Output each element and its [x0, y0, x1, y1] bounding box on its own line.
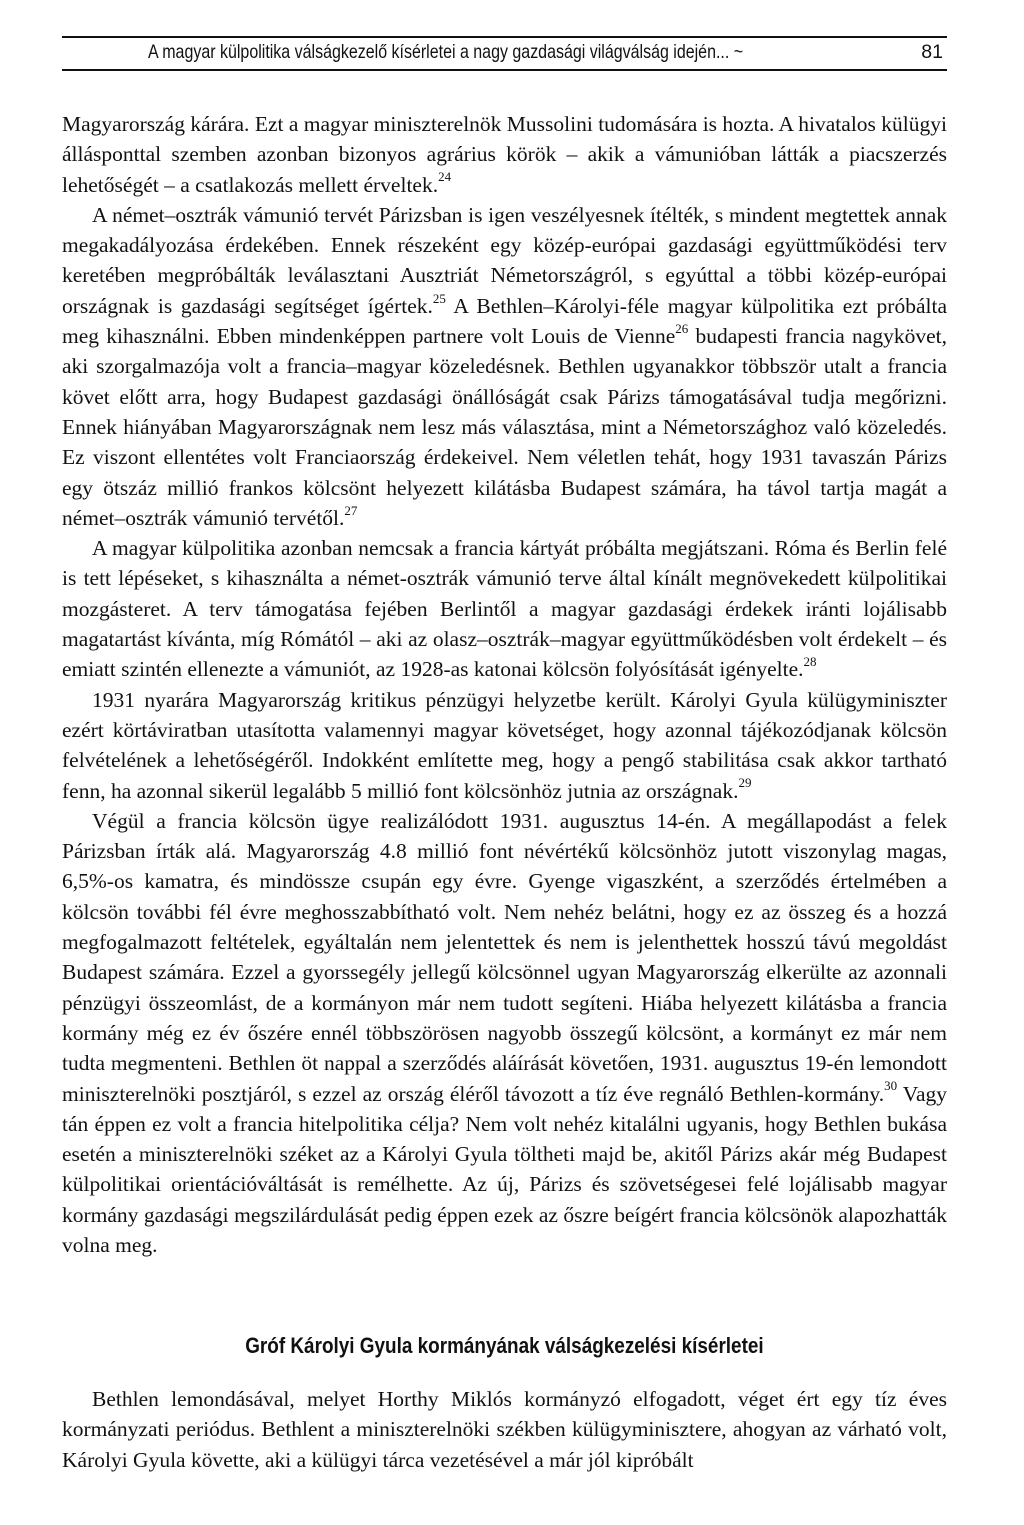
paragraph — [62, 109, 947, 200]
paragraph — [62, 533, 947, 684]
text-run: 1931 nyarára Magyarország kritikus pénzügyi helyzetbe került. Károlyi Gyula külügyminiszter ezért körtáviratban utasította valamennyi magyar követséget, hogy azonnal tájékozódjanak kölcsön felvételének a lehetőségéről. Indokként említette meg, hogy a pengő stabilitása csak akkor tartható fenn, ha azonnal sikerül legalább 5 millió font kölcsönhöz jutnia az országnak. — [62, 687, 947, 803]
text-run: Bethlen lemondásával, melyet Horthy Miklós kormányzó elfogadott, véget ért egy tíz éves kormányzati periódus. Bethlent a miniszterelnöki székben külügyminisztere, ahogyan az várható volt, Károlyi Gyula követte, aki a külügyi tárca vezetésével a már jól kipróbált — [62, 1387, 947, 1472]
paragraph — [62, 806, 947, 1260]
main-text — [62, 109, 947, 1260]
footnote-marker: 27 — [344, 502, 358, 518]
running-title: A magyar külpolitika válságkezelő kísérletei a nagy gazdasági világválság idején... ~ — [148, 41, 744, 63]
text-run: Végül a francia kölcsön ügye realizálódott 1931. augusztus 14-én. A megállapodást a felek Párizsban írták alá. Magyarország 4.8 millió font névértékű kölcsönhöz jutott viszonylag magas, 6,5%-os kamatra, és mindössze csupán egy évre. Gyenge vigaszként, a szerződés értelmében a kölcsön további fél évre meghosszabbítható volt. Nem nehéz belátni, hogy ez az összeg és a hozzá megfogalmazott feltételek, egyáltalán nem jelentettek és nem is jelenthettek hosszú távú megoldást Budapest számára. Ezzel a gyorssegély jellegű kölcsönnel ugyan Magyarország elkerülte az azonnali pénzügyi összeomlást, de a kormányon már nem tudott segíteni. Hiába helyezett kilátásba a francia kormány még ez év őszére ennél többszörösen nagyobb összegű kölcsönt, a kormányt ez már nem tudta megmenteni. Bethlen öt nappal a szerződés aláírását követően, 1931. augusztus 19-én lemondott miniszterelnöki posztjáról, s ezzel az ország éléről távozott a tíz éve regnáló Bethlen-kormány. — [62, 808, 947, 1106]
paragraph — [62, 685, 947, 806]
paragraph — [62, 200, 947, 533]
section-text — [62, 1384, 947, 1475]
text-run: A magyar külpolitika azonban nemcsak a francia kártyát próbálta megjátszani. Róma és Berlin felé is tett lépéseket, s kihasználta a német-osztrák vámunió terve által kínált megnövekedett külpolitikai mozgásteret. A terv támogatása fejében Berlintől a magyar gazdasági érdekek iránti lojálisabb magatartást kívánta, míg Rómától – aki az olasz–osztrák–magyar együttműködésben volt érdekelt – és emiatt szintén ellenezte a vámuniót, az 1928-as katonai kölcsön folyósítását igényelte. — [62, 536, 947, 682]
section-heading — [62, 1333, 947, 1359]
text-run: A német–osztrák vámunió tervét Párizsban is igen veszélyesnek ítélték, s mindent megtettek annak megakadályozása érdekében. Ennek részeként egy közép-európai gazdasági együttműködési terv keretében megpróbálták leválasztani Ausztriát Németországról, s egyúttal a többi közép-európai országnak is gazdasági segítséget ígértek. — [62, 202, 947, 318]
text-run: budapesti francia nagykövet, aki szorgalmazója volt a francia–magyar közeledésnek. Bethlen ugyanakkor többször utalt a francia követ előtt arra, hogy Budapest gazdasági önállóságát csak Párizs támogatásával tudja megőrizni. Ennek hiányában Magyarországnak nem lesz más választása, mint a Németországhoz való közeledés. Ez viszont ellentétes volt Franciaország érdekeivel. Nem véletlen tehát, hogy 1931 tavaszán Párizs egy ötszáz millió frankos kölcsönt helyezett kilátásba Budapest számára, ha távol tartja magát a német–osztrák vámunió tervétől. — [62, 324, 947, 530]
text-run: Vagy tán éppen ez volt a francia hitelpolitika célja? Nem volt nehéz kitalálni ugyanis, hogy Bethlen bukása esetén a miniszterelnöki széket az a Károlyi Gyula töltheti majd be, akitől Párizs akár még Budapest külpolitikai orientációváltását is remélhette. Az új, Párizs és szövetségesei felé lojálisabb magyar kormány gazdasági megszilárdulását pedig éppen ezek az őszre beígért francia kölcsönök alapozhatták volna meg. — [62, 1081, 947, 1257]
page-number: 81 — [921, 41, 943, 63]
running-header — [62, 36, 947, 71]
footnote-marker: 24 — [438, 169, 452, 185]
text-run: A Bethlen–Károlyi-féle magyar külpolitika ezt próbálta meg kihasználni. Ebben mindenképpen partnere volt Louis de Vienne — [62, 293, 947, 349]
text-run: Magyarország kárára. Ezt a magyar miniszterelnök Mussolini tudomására is hozta. A hivatalos külügyi állásponttal szemben azonban bizonyos agrárius körök – akik a vámunióban látták a piacszerzés lehetőségét – a csatlakozás mellett érveltek. — [62, 112, 947, 197]
paragraph — [62, 1384, 947, 1475]
footnote-marker: 26 — [675, 320, 689, 336]
footnote-marker: 28 — [803, 654, 817, 670]
footnote-marker: 30 — [884, 1078, 898, 1094]
footnote-marker: 25 — [432, 290, 446, 306]
section-heading-text: Gróf Károlyi Gyula kormányának válságkezelési kísérletei — [245, 1333, 764, 1358]
footnote-marker: 29 — [738, 775, 752, 791]
